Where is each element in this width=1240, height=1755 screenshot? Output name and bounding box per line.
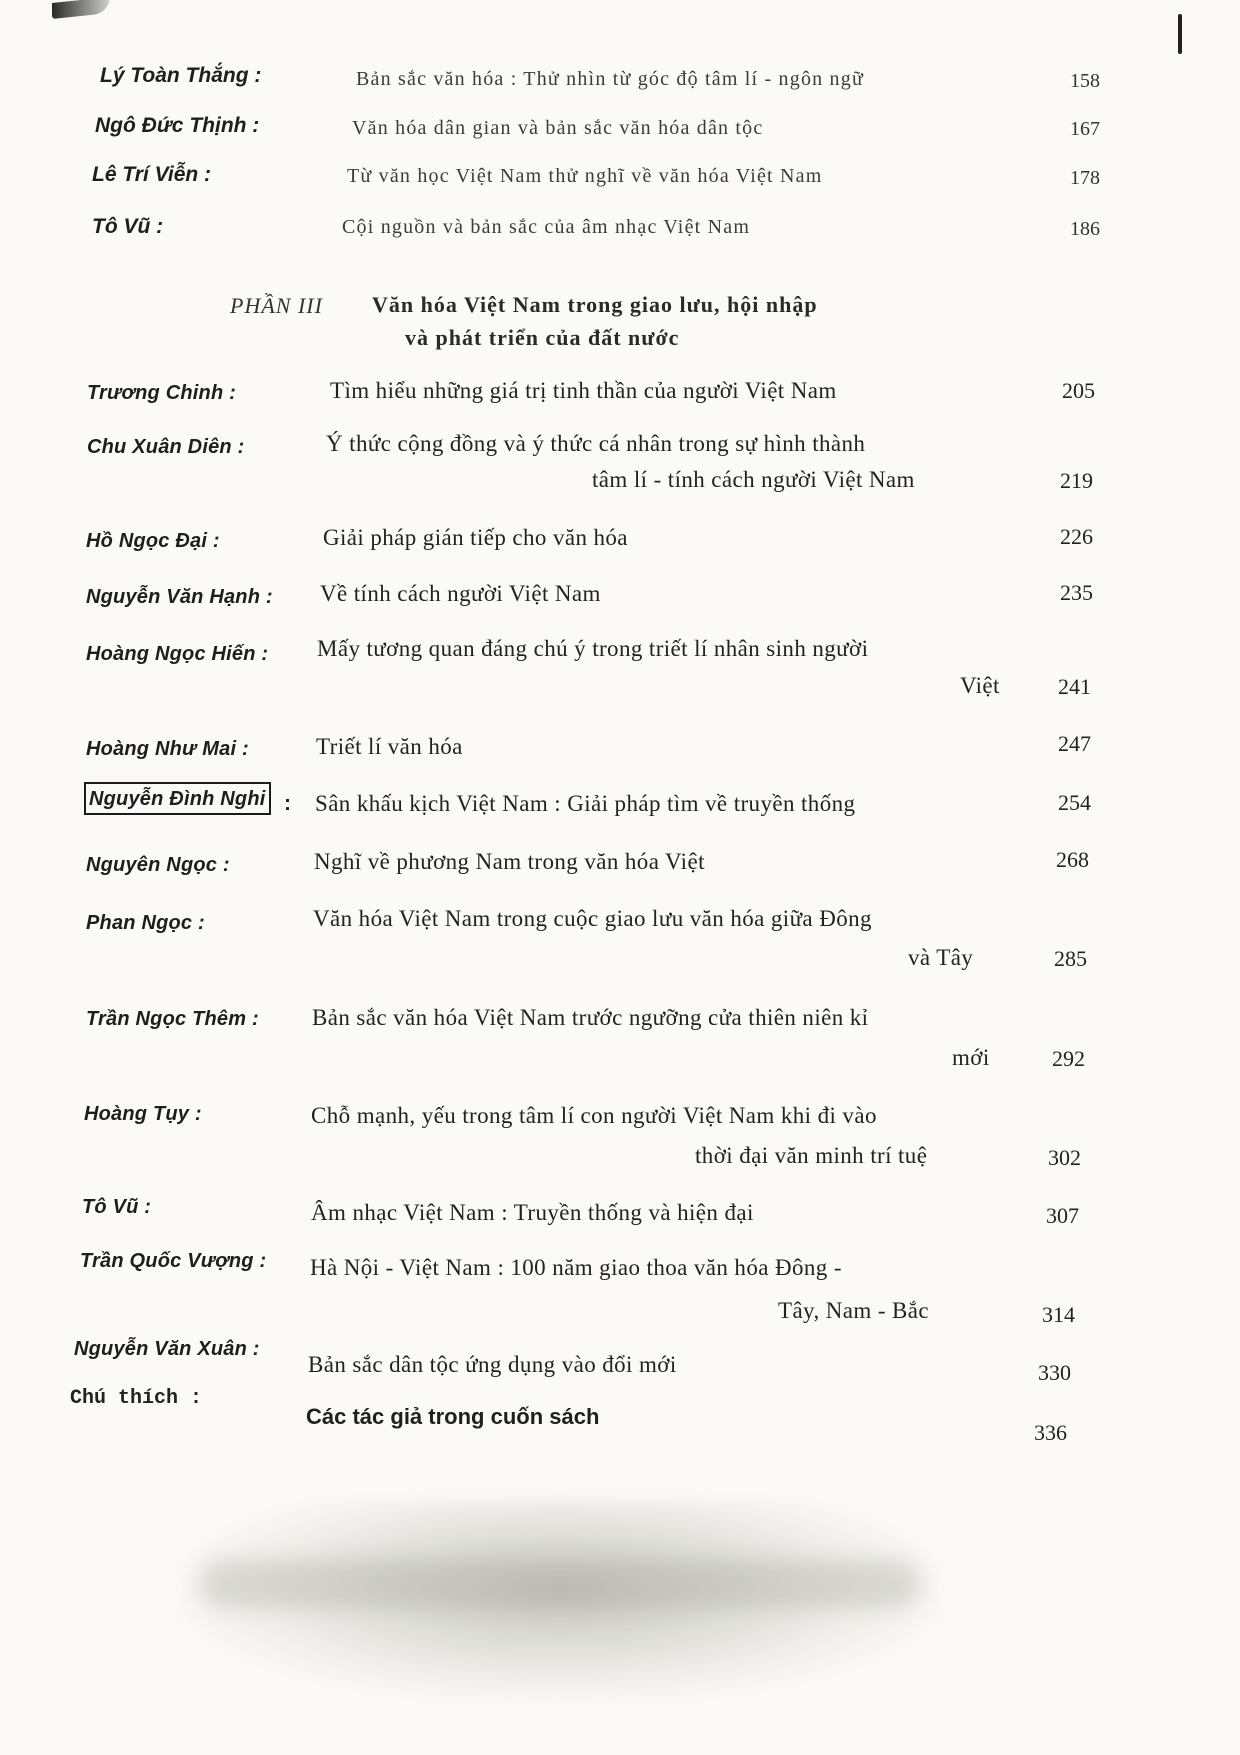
bleed-through-band: [200, 1560, 920, 1608]
toc-author: Hoàng Ngọc Hiến :: [86, 643, 269, 665]
toc-author: Lê Trí Viễn :: [92, 163, 212, 186]
toc-page-number: 226: [1060, 524, 1093, 549]
toc-author: Nguyễn Văn Hạnh :: [86, 586, 273, 608]
toc-title: Bản sắc văn hóa Việt Nam trước ngưỡng cửa thiên niên kỉ: [312, 1005, 869, 1030]
toc-author: Hoàng Tụy :: [84, 1103, 202, 1125]
toc-page-number: 158: [1070, 70, 1100, 92]
toc-page-number: 186: [1070, 218, 1100, 240]
toc-author: Lý Toàn Thắng :: [100, 64, 262, 87]
toc-title: Văn hóa Việt Nam trong cuộc giao lưu văn hóa giữa Đông: [313, 906, 872, 931]
toc-page-number: 307: [1046, 1203, 1079, 1228]
toc-page-number: 247: [1058, 731, 1091, 756]
toc-title-continued: thời đại văn minh trí tuệ: [695, 1143, 928, 1168]
toc-author: Nguyên Ngọc :: [86, 854, 230, 876]
scan-smudge: [52, 0, 110, 19]
toc-title-continued: Tây, Nam - Bắc: [778, 1298, 929, 1323]
toc-title: Sân khấu kịch Việt Nam : Giải pháp tìm về truyền thống: [315, 791, 856, 816]
toc-title: Ý thức cộng đồng và ý thức cá nhân trong sự hình thành: [326, 431, 866, 456]
toc-author: Trần Ngọc Thêm :: [86, 1008, 259, 1030]
toc-title: Về tính cách người Việt Nam: [320, 581, 601, 606]
footnote-title: Các tác giả trong cuốn sách: [306, 1404, 600, 1429]
toc-page-number: 219: [1060, 468, 1093, 493]
toc-title-continued: Việt: [960, 673, 1000, 698]
toc-page-number: 314: [1042, 1302, 1075, 1327]
toc-title: Triết lí văn hóa: [316, 734, 463, 759]
toc-title-continued: mới: [952, 1045, 990, 1070]
toc-author: Ngô Đức Thịnh :: [95, 114, 260, 137]
toc-author: Hoàng Như Mai :: [86, 738, 249, 760]
toc-author: Trần Quốc Vượng :: [80, 1250, 267, 1272]
toc-title: Âm nhạc Việt Nam : Truyền thống và hiện đại: [311, 1200, 754, 1225]
toc-title: Mấy tương quan đáng chú ý trong triết lí nhân sinh người: [317, 636, 869, 661]
toc-title-continued: và Tây: [908, 945, 974, 970]
toc-page-number: 268: [1056, 847, 1089, 872]
toc-colon: :: [284, 792, 291, 815]
part-title-line1: Văn hóa Việt Nam trong giao lưu, hội nhập: [372, 292, 818, 317]
toc-author-highlighted: Nguyễn Đình Nghi: [84, 782, 271, 815]
toc-title: Cội nguồn và bản sắc của âm nhạc Việt Nam: [342, 216, 751, 238]
scan-mark: [1178, 14, 1182, 54]
toc-title: Văn hóa dân gian và bản sắc văn hóa dân tộc: [352, 117, 764, 139]
toc-title-continued: tâm lí - tính cách người Việt Nam: [592, 467, 915, 492]
toc-page-number: 235: [1060, 580, 1093, 605]
toc-page-number: 167: [1070, 118, 1100, 140]
toc-title: Giải pháp gián tiếp cho văn hóa: [323, 525, 628, 550]
toc-page-number: 178: [1070, 167, 1100, 189]
toc-title: Chỗ mạnh, yếu trong tâm lí con người Việt Nam khi đi vào: [311, 1103, 877, 1128]
toc-page-number: 330: [1038, 1360, 1071, 1385]
toc-title: Tìm hiểu những giá trị tinh thần của người Việt Nam: [330, 378, 837, 403]
toc-page-number: 336: [1034, 1420, 1067, 1445]
toc-author: Hồ Ngọc Đại :: [86, 530, 220, 552]
toc-author: Chu Xuân Diên :: [87, 436, 245, 458]
toc-page-number: 302: [1048, 1145, 1081, 1170]
part-label: PHẦN III: [230, 293, 323, 318]
toc-page-number: 241: [1058, 674, 1091, 699]
toc-title: Hà Nội - Việt Nam : 100 năm giao thoa văn hóa Đông -: [310, 1255, 842, 1280]
toc-author: Trương Chinh :: [87, 382, 237, 404]
toc-author: Phan Ngọc :: [86, 912, 205, 934]
toc-page-number: 285: [1054, 946, 1087, 971]
footnote-label: Chú thích :: [70, 1387, 203, 1410]
part-title-line2: và phát triển của đất nước: [405, 325, 680, 350]
toc-title: Nghĩ về phương Nam trong văn hóa Việt: [314, 849, 705, 874]
toc-title: Bản sắc văn hóa : Thử nhìn từ góc độ tâm lí - ngôn ngữ: [356, 68, 864, 90]
toc-title: Bản sắc dân tộc ứng dụng vào đổi mới: [308, 1352, 677, 1377]
toc-page-number: 205: [1062, 378, 1095, 403]
toc-author: Nguyễn Văn Xuân :: [74, 1338, 260, 1360]
toc-page-number: 292: [1052, 1046, 1085, 1071]
toc-author: Tô Vũ :: [92, 215, 164, 238]
toc-page-number: 254: [1058, 790, 1091, 815]
toc-title: Từ văn học Việt Nam thử nghĩ về văn hóa Việt Nam: [347, 165, 823, 187]
toc-author: Tô Vũ :: [82, 1196, 152, 1218]
